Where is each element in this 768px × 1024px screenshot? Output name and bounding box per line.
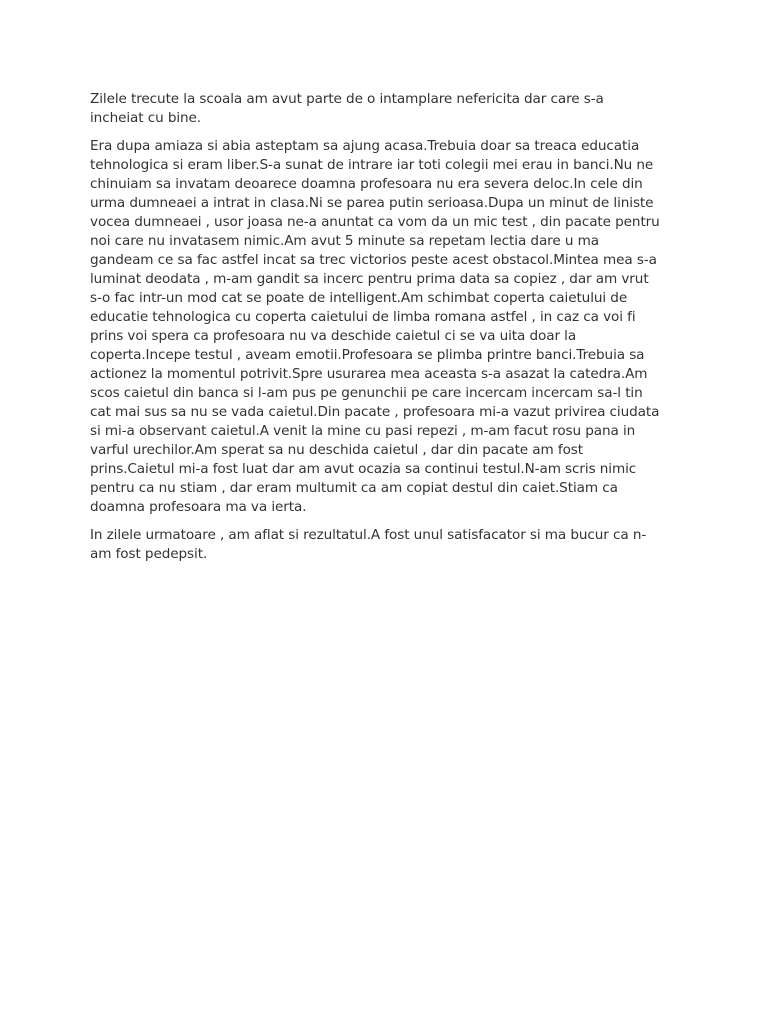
text-line: cat mai sus sa nu se vada caietul.Din pacate , profesoara mi-a vazut privirea ciudata: [90, 404, 660, 420]
paragraph-2: [90, 137, 680, 517]
document-body: [90, 90, 680, 573]
text-line: prins.Caietul mi-a fost luat dar am avut ocazia sa continui testul.N-am scris nimic: [90, 461, 637, 477]
text-line: educatie tehnologica cu coperta caietului de limba romana astfel , in caz ca voi fi: [90, 309, 636, 325]
text-line: coperta.Incepe testul , aveam emotii.Profesoara se plimba printre banci.Trebuia sa: [90, 347, 645, 363]
text-line: prins voi spera ca profesoara nu va deschide caietul ci se va uita doar la: [90, 328, 577, 344]
text-line: In zilele urmatoare , am aflat si rezultatul.A fost unul satisfacator si ma bucur ca n-: [90, 527, 647, 543]
text-line: doamna profesoara ma va ierta.: [90, 499, 307, 515]
text-line: scos caietul din banca si l-am pus pe genunchii pe care incercam incercam sa-l tin: [90, 385, 643, 401]
text-line: actionez la momentul potrivit.Spre usurarea mea aceasta s-a asazat la catedra.Am: [90, 366, 648, 382]
text-line: luminat deodata , m-am gandit sa incerc pentru prima data sa copiez , dar am vrut: [90, 271, 649, 287]
text-line: chinuiam sa invatam deoarece doamna profesoara nu era severa deloc.In cele din: [90, 176, 643, 192]
text-line: s-o fac intr-un mod cat se poate de intelligent.Am schimbat coperta caietului de: [90, 290, 628, 306]
text-line: urma dumneaei a intrat in clasa.Ni se parea putin serioasa.Dupa un minut de liniste: [90, 195, 654, 211]
text-line: gandeam ce sa fac astfel incat sa trec victorios peste acest obstacol.Mintea mea s-a: [90, 252, 657, 268]
text-line: Zilele trecute la scoala am avut parte de o intamplare nefericita dar care s-a: [90, 91, 604, 107]
paragraph-1: [90, 90, 680, 128]
text-line: noi care nu invatasem nimic.Am avut 5 minute sa repetam lectia dare u ma: [90, 233, 599, 249]
paragraph-3: [90, 526, 680, 564]
text-line: incheiat cu bine.: [90, 110, 202, 126]
text-line: am fost pedepsit.: [90, 546, 208, 562]
text-line: si mi-a observant caietul.A venit la mine cu pasi repezi , m-am facut rosu pana in: [90, 423, 636, 439]
text-line: Era dupa amiaza si abia asteptam sa ajung acasa.Trebuia doar sa treaca educatia: [90, 138, 640, 154]
text-line: tehnologica si eram liber.S-a sunat de intrare iar toti colegii mei erau in banci.Nu ne: [90, 157, 654, 173]
text-line: vocea dumneaei , usor joasa ne-a anuntat ca vom da un mic test , din pacate pentru: [90, 214, 660, 230]
text-line: pentru ca nu stiam , dar eram multumit ca am copiat destul din caiet.Stiam ca: [90, 480, 618, 496]
text-line: varful urechilor.Am sperat sa nu deschida caietul , dar din pacate am fost: [90, 442, 583, 458]
